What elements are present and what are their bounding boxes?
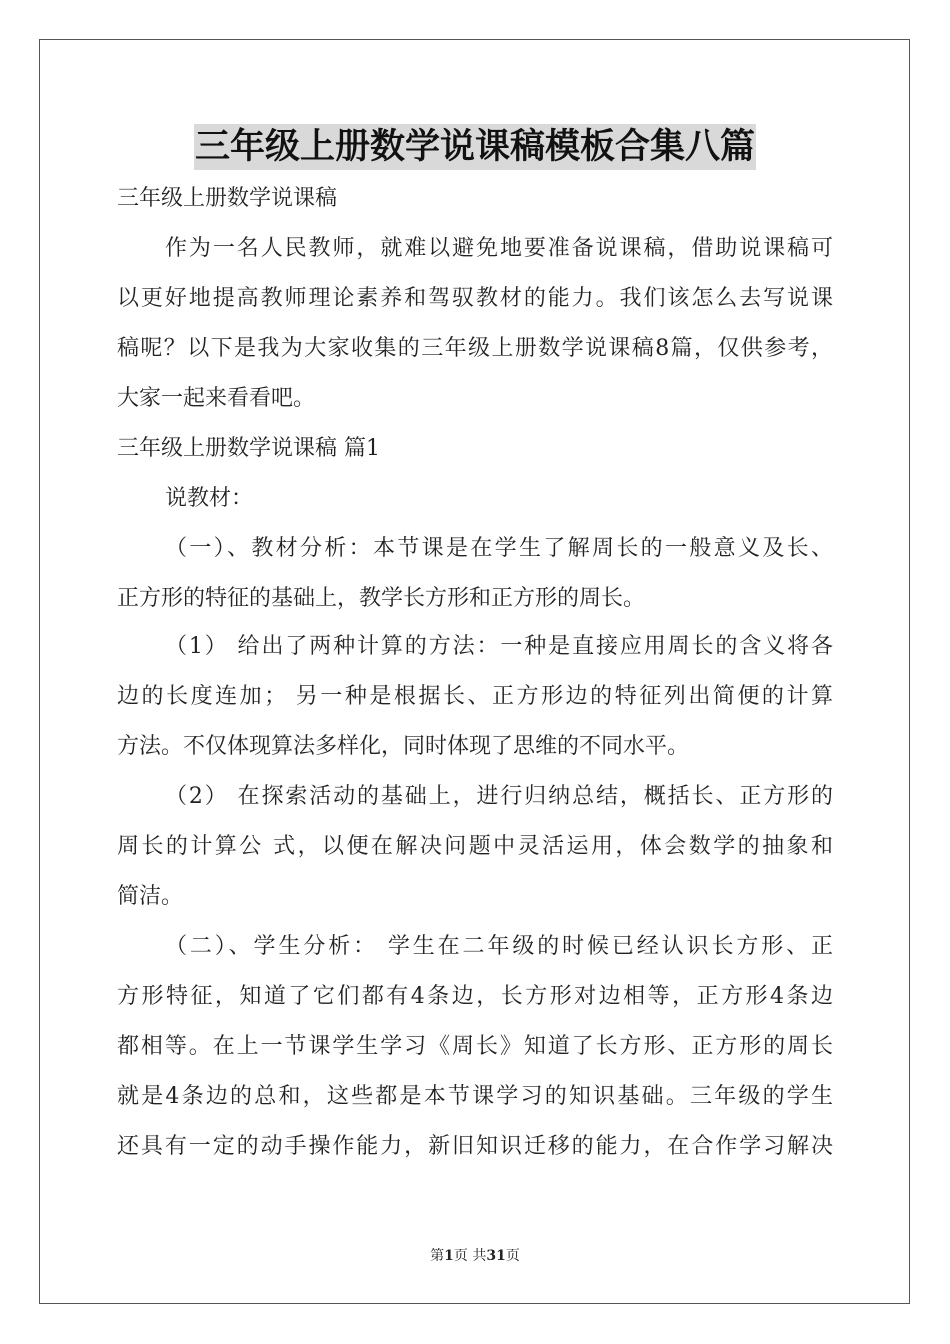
footer-page-number: 1 bbox=[444, 1248, 454, 1264]
paragraph-line: （2） 在探索活动的基础上，进行归纳总结，概括长、正方形的 bbox=[165, 784, 833, 809]
paragraph-line: 就是4条边的总和，这些都是本节课学习的知识基础。三年级的学生 bbox=[117, 1084, 833, 1109]
title-container bbox=[0, 124, 950, 170]
page-border bbox=[39, 39, 910, 1304]
footer-middle: 页 共 bbox=[453, 1248, 487, 1264]
paragraph-line: 稿呢？以下是我为大家收集的三年级上册数学说课稿8篇，仅供参考， bbox=[117, 336, 833, 361]
subtitle-line: 三年级上册数学说课稿 bbox=[117, 186, 338, 211]
paragraph-line: 大家一起来看看吧。 bbox=[117, 386, 316, 411]
section-heading: 三年级上册数学说课稿 篇1 bbox=[117, 436, 380, 461]
paragraph-line: （二）、学生分析： 学生在二年级的时候已经认识长方形、正 bbox=[165, 934, 833, 959]
paragraph-line: 简洁。 bbox=[117, 884, 184, 909]
paragraph-line: 还具有一定的动手操作能力，新旧知识迁移的能力，在合作学习解决 bbox=[117, 1134, 833, 1159]
document-title: 三年级上册数学说课稿模板合集八篇 bbox=[194, 124, 756, 170]
footer-prefix: 第 bbox=[430, 1248, 445, 1264]
paragraph-line: 以更好地提高教师理论素养和驾驭教材的能力。我们该怎么去写说课 bbox=[117, 286, 833, 311]
paragraph-line: 说教材： bbox=[165, 486, 254, 511]
footer-suffix: 页 bbox=[505, 1248, 520, 1264]
page-footer bbox=[0, 1247, 950, 1265]
paragraph-line: 作为一名人民教师，就难以避免地要准备说课稿，借助说课稿可 bbox=[165, 236, 833, 261]
paragraph-line: （一）、教材分析：本节课是在学生了解周长的一般意义及长、 bbox=[165, 536, 833, 561]
paragraph-line: 都相等。在上一节课学生学习《周长》知道了长方形、正方形的周长 bbox=[117, 1034, 833, 1059]
paragraph-line: （1） 给出了两种计算的方法：一种是直接应用周长的含义将各 bbox=[165, 634, 833, 659]
paragraph-line: 方法。不仅体现算法多样化，同时体现了思维的不同水平。 bbox=[117, 734, 690, 759]
paragraph-line: 正方形的特征的基础上，教学长方形和正方形的周长。 bbox=[117, 586, 646, 611]
paragraph-line: 周长的计算公 式，以便在解决问题中灵活运用，体会数学的抽象和 bbox=[117, 834, 833, 859]
paragraph-line: 边的长度连加； 另一种是根据长、正方形边的特征列出简便的计算 bbox=[117, 684, 833, 709]
paragraph-line: 方形特征，知道了它们都有4条边，长方形对边相等，正方形4条边 bbox=[117, 984, 833, 1009]
footer-total-pages: 31 bbox=[486, 1248, 506, 1264]
